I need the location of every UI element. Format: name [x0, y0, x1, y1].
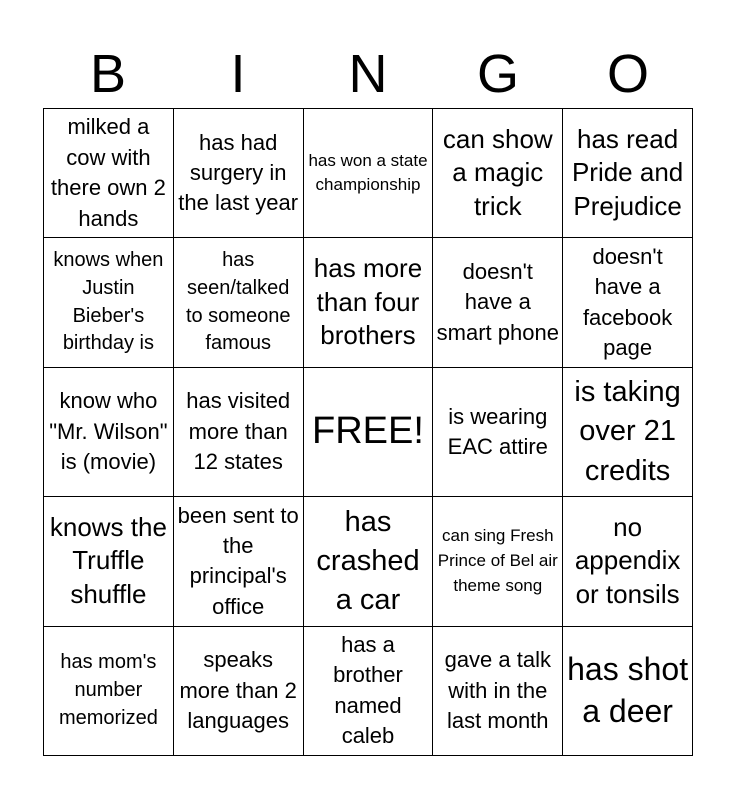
- cell-text: has shot a deer: [567, 651, 689, 729]
- bingo-cell[interactable]: [44, 109, 174, 238]
- bingo-cell[interactable]: [433, 627, 563, 756]
- cell-text: doesn't have a smart phone: [436, 259, 559, 345]
- cell-text: milked a cow with there own 2 hands: [50, 114, 166, 231]
- bingo-cell[interactable]: [304, 238, 434, 367]
- bingo-cell[interactable]: [174, 238, 304, 367]
- cell-text: been sent to the principal's office: [177, 502, 299, 619]
- bingo-cell-free[interactable]: [304, 368, 434, 497]
- cell-text: gave a talk with in the last month: [444, 647, 551, 733]
- bingo-board: [43, 108, 693, 756]
- cell-text: has read Pride and Prejudice: [571, 123, 684, 222]
- header-letter-n: N: [348, 44, 388, 104]
- cell-text: has visited more than 12 states: [186, 388, 291, 475]
- bingo-cell[interactable]: [433, 497, 563, 626]
- bingo-cell[interactable]: [563, 627, 693, 756]
- bingo-cell[interactable]: [174, 497, 304, 626]
- cell-text: doesn't have a facebook page: [582, 243, 673, 360]
- cell-text: has a brother named caleb: [333, 632, 403, 749]
- cell-text: has mom's number memorized: [58, 651, 158, 729]
- bingo-cell[interactable]: [433, 368, 563, 497]
- bingo-cell[interactable]: [433, 109, 563, 238]
- header-letter-i: I: [230, 44, 246, 104]
- cell-text: has had surgery in the last year: [178, 129, 299, 216]
- cell-text: no appendix or tonsils: [574, 511, 681, 610]
- cell-text: speaks more than 2 languages: [179, 647, 297, 733]
- cell-text: has seen/talked to someone famous: [185, 249, 291, 355]
- cell-text: is taking over 21 credits: [574, 376, 681, 487]
- bingo-cell[interactable]: [304, 627, 434, 756]
- bingo-cell[interactable]: [174, 368, 304, 497]
- bingo-cell[interactable]: [563, 497, 693, 626]
- header-letter-g: G: [476, 44, 519, 104]
- bingo-cell[interactable]: [563, 368, 693, 497]
- bingo-cell[interactable]: [44, 627, 174, 756]
- bingo-cell[interactable]: [44, 238, 174, 367]
- bingo-cell[interactable]: [563, 109, 693, 238]
- cell-text: can show a magic trick: [442, 123, 553, 222]
- header-letter-o: O: [606, 44, 649, 104]
- header-letter-b: B: [89, 44, 127, 104]
- bingo-cell[interactable]: [44, 497, 174, 626]
- cell-text: know who "Mr. Wilson" is (movie): [49, 388, 168, 475]
- bingo-cell[interactable]: [44, 368, 174, 497]
- cell-text: has won a state championship: [308, 150, 428, 195]
- bingo-cell[interactable]: [304, 497, 434, 626]
- free-space-text: FREE!: [312, 410, 424, 453]
- bingo-cell[interactable]: [174, 627, 304, 756]
- bingo-cell[interactable]: [174, 109, 304, 238]
- bingo-cell[interactable]: [563, 238, 693, 367]
- bingo-cell[interactable]: [433, 238, 563, 367]
- bingo-header: [43, 40, 693, 108]
- cell-text: can sing Fresh Prince of Bel air theme song: [437, 526, 558, 595]
- cell-text: has crashed a car: [316, 505, 420, 616]
- cell-text: knows when Justin Bieber's birthday is: [53, 249, 164, 355]
- cell-text: has more than four brothers: [313, 252, 423, 351]
- cell-text: is wearing EAC attire: [447, 403, 548, 459]
- bingo-cell[interactable]: [304, 109, 434, 238]
- cell-text: knows the Truffle shuffle: [49, 511, 167, 610]
